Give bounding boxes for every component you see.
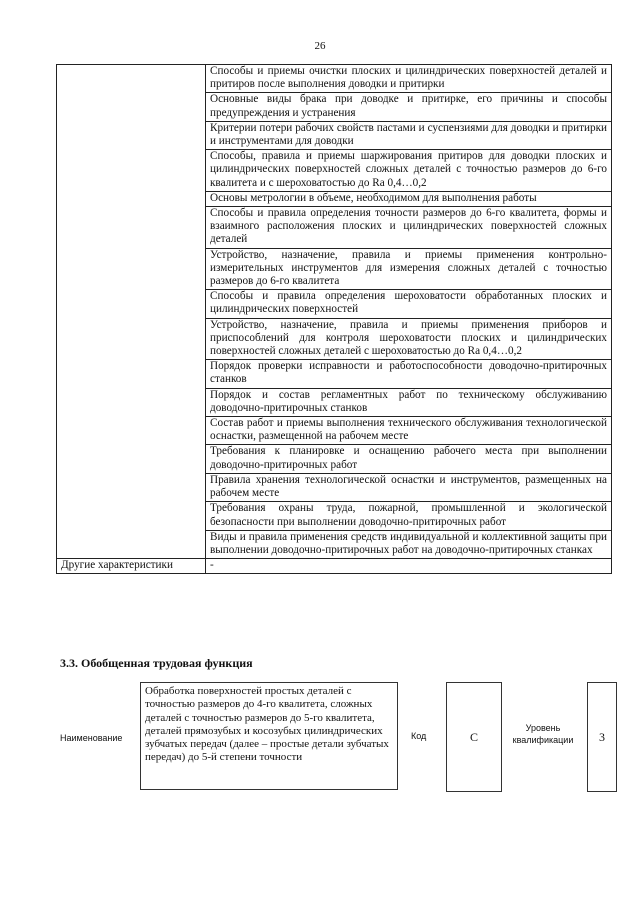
requirement-cell: Основы метрологии в объеме, необходимом для выполнения работы [206, 191, 612, 206]
qualification-level-label: Уровень квалификации [512, 723, 574, 745]
requirement-cell: Виды и правила применения средств индивидуальной и коллективной защиты при выполнении доводочно-притирочных работ на доводочно-притирочных станках [206, 530, 612, 558]
other-characteristics-value: - [206, 559, 612, 574]
requirement-cell: Критерии потери рабочих свойств пастами и суспензиями для доводки и притирки и инструментами для доводки [206, 121, 612, 149]
page-number: 26 [314, 40, 326, 52]
requirement-cell: Требования охраны труда, пожарной, промышленной и экологической безопасности при выполнении доводочно-притирочных работ [206, 502, 612, 530]
requirement-cell: Порядок и состав регламентных работ по техническому обслуживанию доводочно-притирочных станков [206, 388, 612, 416]
requirement-cell: Порядок проверки исправности и работоспособности доводочно-притирочных станков [206, 360, 612, 388]
row-header-cell [57, 65, 206, 559]
section-title: 3.3. Обобщенная трудовая функция [60, 656, 253, 670]
code-value-box: C [446, 682, 502, 792]
requirement-cell: Требования к планировке и оснащению рабочего места при выполнении доводочно-притирочных работ [206, 445, 612, 473]
requirement-cell: Устройство, назначение, правила и приемы применения приборов и приспособлений для контроля шероховатости плоских и цилиндрических поверхностей сложных деталей с шероховатостью до Ra 0,4…0,2 [206, 318, 612, 360]
requirement-cell: Устройство, назначение, правила и приемы применения контрольно-измерительных инструментов для измерения сложных деталей с точностью размеров до 6-го квалитета [206, 248, 612, 290]
table-row [57, 65, 612, 93]
requirement-cell: Способы и правила определения шероховатости обработанных плоских и цилиндрических поверхностей [206, 290, 612, 318]
code-label: Код [411, 731, 427, 741]
requirement-cell: Состав работ и приемы выполнения технического обслуживания технологической оснастки, размещенной на рабочем месте [206, 417, 612, 445]
qualification-level-box: 3 [587, 682, 617, 792]
requirement-cell: Способы и правила определения точности размеров до 6-го квалитета, формы и взаимного расположения плоских и цилиндрических поверхностей сложных деталей [206, 207, 612, 249]
requirements-table [56, 64, 612, 574]
table-row-other [57, 559, 612, 574]
other-characteristics-label: Другие характеристики [57, 559, 206, 574]
requirement-cell: Способы, правила и приемы шаржирования притиров для доводки плоских и цилиндрических поверхностей сложных деталей с точностью размеров до 6-го квалитета и с шероховатостью до Ra 0,4…0,2 [206, 150, 612, 192]
name-label: Наименование [60, 733, 123, 743]
requirement-cell: Способы и приемы очистки плоских и цилиндрических поверхностей деталей и притиров после выполнения доводки и притирки [206, 65, 612, 93]
name-value-box: Обработка поверхностей простых деталей с точностью размеров до 4-го квалитета, сложных деталей с точностью размеров до 5-го квалитета, деталей прямозубых и косозубых цилиндрических зубчатых передач (далее – простые детали зубчатых передач) до 5-й степени точности [140, 682, 398, 790]
requirement-cell: Основные виды брака при доводке и притирке, его причины и способы предупреждения и устранения [206, 93, 612, 121]
requirement-cell: Правила хранения технологической оснастки и инструментов, размещенных на рабочем месте [206, 473, 612, 501]
